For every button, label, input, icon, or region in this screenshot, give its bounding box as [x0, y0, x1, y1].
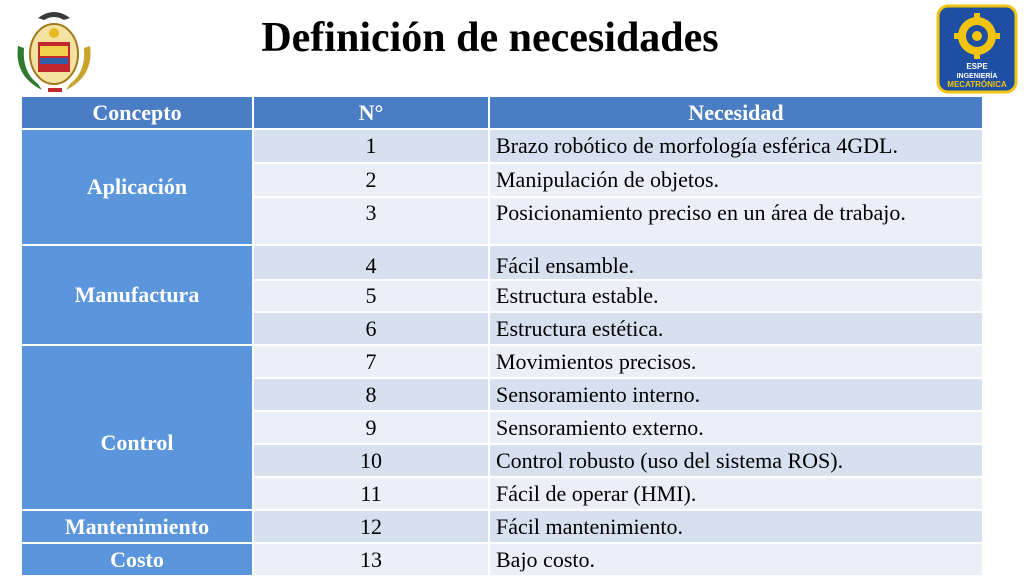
- need-cell: Estructura estética.: [489, 312, 983, 345]
- header-numero: N°: [253, 96, 489, 129]
- number-cell: 1: [253, 129, 489, 163]
- concept-cell-control: Control: [21, 345, 253, 510]
- table-row: [21, 510, 983, 543]
- table-row: [21, 129, 983, 163]
- table-row: [21, 345, 983, 378]
- ecuador-coat-of-arms-icon: [8, 6, 100, 96]
- need-cell: Sensoramiento externo.: [489, 411, 983, 444]
- number-cell: 7: [253, 345, 489, 378]
- concept-cell-costo: Costo: [21, 543, 253, 576]
- header-necesidad: Necesidad: [489, 96, 983, 129]
- number-cell: 12: [253, 510, 489, 543]
- espe-mecatronica-gear-icon: [936, 4, 1018, 94]
- need-cell: Control robusto (uso del sistema ROS).: [489, 444, 983, 477]
- number-cell: 9: [253, 411, 489, 444]
- logo-text-ingenieria: INGENIERÍA: [956, 73, 998, 80]
- concept-cell-mantenimiento: Mantenimiento: [21, 510, 253, 543]
- page-title: Definición de necesidades: [261, 15, 719, 61]
- number-cell: 10: [253, 444, 489, 477]
- logo-text-espe: ESPE: [966, 62, 988, 71]
- logo-text-mecatronica: MECATRÓNICA: [947, 80, 1007, 89]
- header-concepto: Concepto: [21, 96, 253, 129]
- table-header-row: [21, 96, 983, 129]
- number-cell: 13: [253, 543, 489, 576]
- need-cell: Brazo robótico de morfología esférica 4GDL.: [489, 129, 983, 163]
- need-cell: Fácil ensamble.: [489, 245, 983, 280]
- number-cell: 3: [253, 197, 489, 245]
- need-cell: Movimientos precisos.: [489, 345, 983, 378]
- need-cell: Fácil mantenimiento.: [489, 510, 983, 543]
- concept-cell-aplicacion: Aplicación: [21, 129, 253, 245]
- number-cell: 11: [253, 477, 489, 510]
- number-cell: 8: [253, 378, 489, 411]
- need-cell: Manipulación de objetos.: [489, 163, 983, 197]
- concept-cell-manufactura: Manufactura: [21, 245, 253, 345]
- table-row: [21, 543, 983, 576]
- needs-table: [20, 95, 984, 577]
- number-cell: 5: [253, 280, 489, 312]
- need-cell: Posicionamiento preciso en un área de trabajo.: [489, 197, 983, 245]
- number-cell: 6: [253, 312, 489, 345]
- need-cell: Sensoramiento interno.: [489, 378, 983, 411]
- table-row: [21, 245, 983, 280]
- need-cell: Bajo costo.: [489, 543, 983, 576]
- need-cell: Estructura estable.: [489, 280, 983, 312]
- need-cell: Fácil de operar (HMI).: [489, 477, 983, 510]
- number-cell: 4: [253, 245, 489, 280]
- number-cell: 2: [253, 163, 489, 197]
